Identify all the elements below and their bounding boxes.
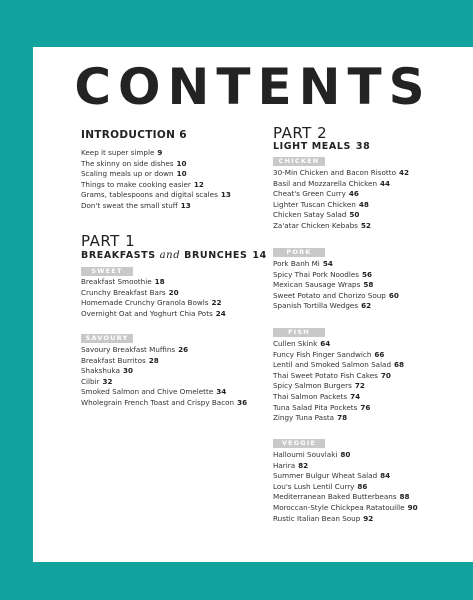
toc-entry-page: 28 <box>148 355 159 365</box>
toc-entry <box>273 514 418 525</box>
toc-entry-page: 9 <box>157 148 163 157</box>
toc-entry <box>273 200 409 211</box>
toc-entry-page: 82 <box>298 460 309 470</box>
part2-page: 38 <box>355 141 371 152</box>
toc-entry-title: Cilbir <box>81 376 100 386</box>
part2-label: PART 2 <box>273 124 328 142</box>
toc-entry-title: Zingy Tuna Pasta <box>273 413 335 423</box>
toc-entry <box>81 377 247 388</box>
toc-entry-title: Lighter Tuscan Chicken <box>273 199 356 209</box>
toc-entry <box>273 403 404 414</box>
toc-entry-title: Keep it super simple <box>81 148 155 157</box>
toc-entry-page: 72 <box>354 381 365 391</box>
toc-entry <box>81 159 231 170</box>
toc-entry <box>81 356 247 367</box>
toc-entry-page: 68 <box>394 360 405 370</box>
section-badge-fish: FISH <box>273 328 325 337</box>
toc-entry-page: 54 <box>322 259 333 268</box>
toc-entry-page: 64 <box>320 339 331 348</box>
toc-entry-title: Funcy Fish Finger Sandwich <box>273 349 372 359</box>
part1-title <box>81 250 267 261</box>
toc-entry <box>273 492 418 503</box>
part1-title-a: BREAKFASTS <box>81 250 156 261</box>
part2-title <box>273 141 370 152</box>
toc-entry <box>273 392 404 403</box>
toc-entry <box>81 277 226 288</box>
toc-entry <box>81 387 247 398</box>
toc-entry-page: 32 <box>102 376 113 386</box>
toc-entry-title: Savoury Breakfast Muffins <box>81 345 176 354</box>
toc-entry <box>273 503 418 514</box>
toc-entry-page: 18 <box>154 277 165 286</box>
toc-entry-page: 10 <box>176 169 187 179</box>
toc-entry-page: 24 <box>215 308 226 318</box>
toc-entry-page: 90 <box>407 502 418 512</box>
toc-entry-page: 12 <box>193 179 204 189</box>
toc-entry-page: 66 <box>374 349 385 359</box>
toc-entry-title: Spicy Salmon Burgers <box>273 381 352 391</box>
toc-entry-page: 62 <box>361 301 372 311</box>
toc-entry <box>273 471 418 482</box>
toc-entry-title: Lentil and Smoked Salmon Salad <box>273 360 392 370</box>
toc-entry <box>273 280 399 291</box>
toc-entry-title: Crunchy Breakfast Bars <box>81 287 166 297</box>
toc-entry-title: Spanish Tortilla Wedges <box>273 301 359 311</box>
toc-entry <box>273 371 404 382</box>
chicken-list <box>273 168 409 232</box>
toc-entry <box>81 398 247 409</box>
toc-entry-page: 46 <box>348 189 359 199</box>
veggie-list <box>273 450 418 524</box>
toc-entry-title: Spicy Thai Pork Noodles <box>273 269 360 279</box>
toc-entry-title: Don't sweat the small stuff <box>81 200 178 210</box>
toc-entry-page: 58 <box>363 280 374 290</box>
toc-entry <box>273 210 409 221</box>
toc-entry-page: 22 <box>211 298 222 308</box>
toc-entry <box>81 366 247 377</box>
toc-entry-page: 42 <box>398 168 409 177</box>
toc-entry <box>273 221 409 232</box>
toc-entry-title: Za'atar Chicken Kebabs <box>273 220 358 230</box>
toc-entry-title: Harira <box>273 460 296 470</box>
toc-entry-title: Wholegrain French Toast and Crispy Bacon <box>81 397 235 407</box>
toc-entry-title: Summer Bulgur Wheat Salad <box>273 471 378 481</box>
toc-entry-page: 84 <box>380 471 391 481</box>
section-badge-sweet: SWEET <box>81 267 133 276</box>
toc-entry-title: Lou's Lush Lentil Curry <box>273 481 355 491</box>
section-badge-veggie: VEGGIE <box>273 439 325 448</box>
toc-entry-page: 50 <box>349 210 360 220</box>
toc-entry <box>273 259 399 270</box>
toc-entry-page: 70 <box>380 370 391 380</box>
toc-entry-title: Thai Sweet Potato Fish Cakes <box>273 370 378 380</box>
toc-entry <box>81 169 231 180</box>
toc-entry-page: 10 <box>176 158 187 168</box>
toc-entry <box>273 291 399 302</box>
toc-entry <box>273 482 418 493</box>
toc-entry-page: 76 <box>360 402 371 412</box>
toc-entry-page: 60 <box>388 290 399 300</box>
toc-entry-page: 52 <box>360 220 371 230</box>
toc-entry <box>81 298 226 309</box>
toc-entry <box>81 345 247 356</box>
toc-entry-page: 26 <box>178 345 189 354</box>
toc-entry-title: Shakshuka <box>81 366 120 376</box>
contents-page <box>33 47 473 562</box>
introduction-list <box>81 148 231 212</box>
toc-entry-title: Grams, tablespoons and digital scales <box>81 190 218 200</box>
toc-entry-page: 80 <box>340 450 351 459</box>
introduction-heading <box>81 129 187 141</box>
toc-entry-title: Things to make cooking easier <box>81 179 191 189</box>
toc-entry-title: Breakfast Burritos <box>81 355 146 365</box>
toc-entry-title: Homemade Crunchy Granola Bowls <box>81 298 209 308</box>
toc-entry-title: Overnight Oat and Yoghurt Chia Pots <box>81 308 213 318</box>
toc-entry <box>81 309 226 320</box>
toc-entry-title: Halloumi Souvlaki <box>273 450 338 459</box>
savoury-list <box>81 345 247 409</box>
toc-entry <box>273 413 404 424</box>
toc-entry-page: 86 <box>357 481 368 491</box>
toc-entry-title: Cheat's Green Curry <box>273 189 346 199</box>
toc-entry <box>81 148 231 159</box>
introduction-title: INTRODUCTION <box>81 129 176 141</box>
part2-title-text: LIGHT MEALS <box>273 141 351 152</box>
toc-entry <box>273 360 404 371</box>
toc-entry-page: 36 <box>237 397 248 407</box>
toc-entry-page: 78 <box>337 413 348 423</box>
toc-entry-page: 88 <box>399 492 410 502</box>
section-badge-chicken: CHICKEN <box>273 157 325 166</box>
toc-entry-title: Scaling meals up or down <box>81 169 174 179</box>
part1-page: 14 <box>252 250 267 261</box>
part1-title-b: BRUNCHES <box>184 250 248 261</box>
part1-title-amp: and <box>159 250 181 261</box>
toc-entry-title: Mediterranean Baked Butterbeans <box>273 492 397 502</box>
section-badge-savoury: SAVOURY <box>81 334 133 343</box>
toc-entry-title: Chicken Satay Salad <box>273 210 347 220</box>
toc-entry-title: Rustic Italian Bean Soup <box>273 513 361 523</box>
part1-label: PART 1 <box>81 232 136 250</box>
toc-entry <box>273 461 418 472</box>
toc-entry-page: 13 <box>180 200 191 210</box>
introduction-page: 6 <box>179 129 187 141</box>
toc-entry <box>273 450 418 461</box>
toc-entry <box>81 288 226 299</box>
toc-entry <box>81 190 231 201</box>
toc-entry-title: Mexican Sausage Wraps <box>273 280 361 290</box>
pork-list <box>273 259 399 312</box>
toc-entry-title: Sweet Potato and Chorizo Soup <box>273 290 386 300</box>
toc-entry-title: Thai Salmon Packets <box>273 391 348 401</box>
toc-entry-page: 74 <box>350 391 361 401</box>
toc-entry-page: 48 <box>358 199 369 209</box>
toc-entry-title: Pork Banh Mi <box>273 259 320 268</box>
fish-list <box>273 339 404 424</box>
page-title: CONTENTS <box>74 58 432 116</box>
toc-entry-title: 30-Min Chicken and Bacon Risotto <box>273 168 396 177</box>
toc-entry <box>273 189 409 200</box>
toc-entry <box>273 270 399 281</box>
toc-entry <box>273 381 404 392</box>
toc-entry-title: Smoked Salmon and Chive Omelette <box>81 387 214 397</box>
toc-entry-page: 44 <box>380 178 391 188</box>
toc-entry <box>273 168 409 179</box>
toc-entry-title: Basil and Mozzarella Chicken <box>273 178 378 188</box>
toc-entry-title: Cullen Skink <box>273 339 318 348</box>
toc-entry <box>273 301 399 312</box>
toc-entry-title: The skinny on side dishes <box>81 158 174 168</box>
sweet-list <box>81 277 226 319</box>
toc-entry-page: 20 <box>168 287 179 297</box>
toc-entry <box>81 201 231 212</box>
section-badge-pork: PORK <box>273 248 325 257</box>
toc-entry-title: Moroccan-Style Chickpea Ratatouille <box>273 502 405 512</box>
toc-entry-page: 92 <box>363 513 374 523</box>
toc-entry-title: Tuna Salad Pita Pockets <box>273 402 358 412</box>
toc-entry <box>273 179 409 190</box>
toc-entry-page: 30 <box>122 366 133 376</box>
toc-entry <box>81 180 231 191</box>
toc-entry-page: 56 <box>362 269 373 279</box>
toc-entry-page: 13 <box>220 190 231 200</box>
toc-entry <box>273 339 404 350</box>
toc-entry <box>273 350 404 361</box>
toc-entry-title: Breakfast Smoothie <box>81 277 152 286</box>
toc-entry-page: 34 <box>216 387 227 397</box>
